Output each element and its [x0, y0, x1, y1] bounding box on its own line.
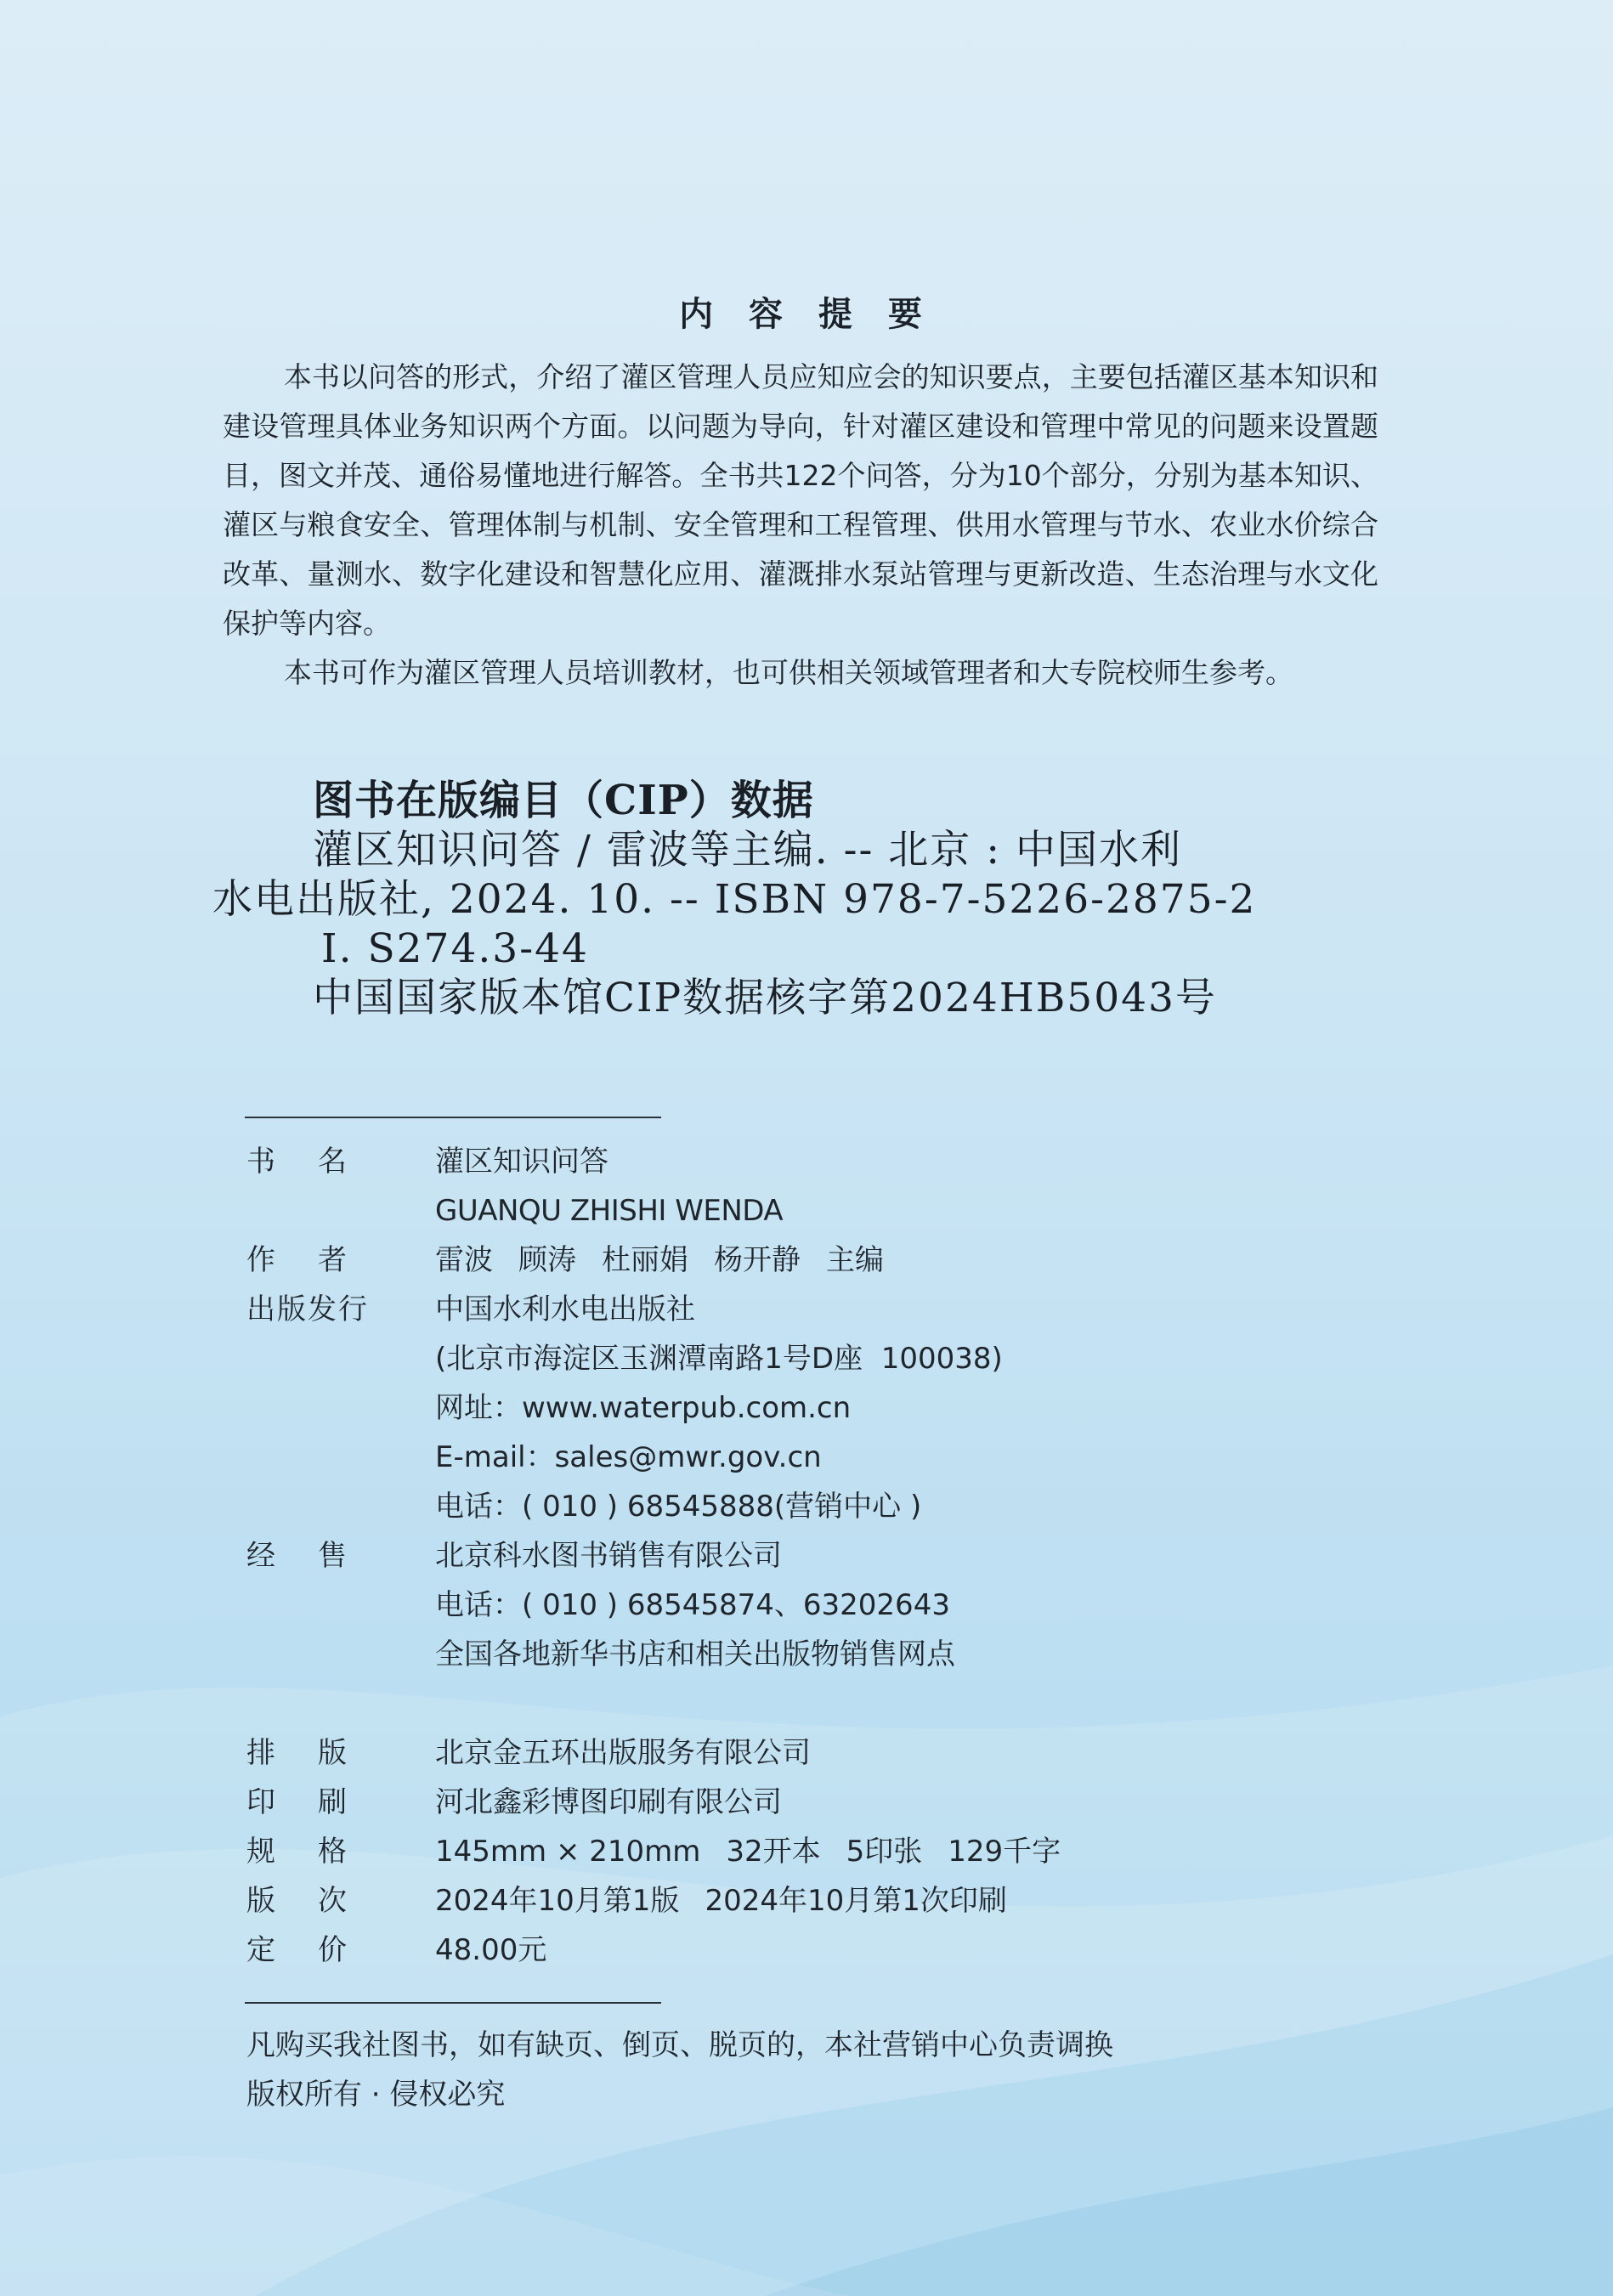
publisher-phone: 电话：( 010 ) 68545888(营销中心 ) — [435, 1490, 922, 1524]
spec-sheets: 5印张 — [846, 1835, 923, 1869]
imprint-row-price — [246, 1926, 1181, 1975]
print-run: 2024年10月第1次印刷 — [705, 1884, 1007, 1918]
imprint-label: 规 格 — [246, 1835, 347, 1869]
imprint-label: 排 版 — [246, 1736, 347, 1770]
author-name: 雷波 — [435, 1243, 493, 1277]
distributor-network: 全国各地新华书店和相关出版物销售网点 — [435, 1637, 955, 1671]
edition: 2024年10月第1版 — [435, 1884, 680, 1918]
cip-line: Ⅰ. S274.3-44 — [321, 925, 589, 972]
distributor-name: 北京科水图书销售有限公司 — [435, 1539, 782, 1573]
distributor-phone: 电话：( 010 ) 68545874、63202643 — [435, 1588, 950, 1622]
edition-info — [435, 1876, 1181, 1926]
printer: 河北鑫彩博图印刷有限公司 — [435, 1785, 782, 1819]
imprint-row-title-en — [246, 1186, 1181, 1236]
imprint-block — [246, 1137, 1181, 1975]
summary-title: 内 容 提 要 — [679, 295, 934, 334]
imprint-row-distributor — [246, 1531, 1181, 1581]
author-role: 主编 — [826, 1243, 884, 1277]
book-title-pinyin: GUANQU ZHISHI WENDA — [435, 1194, 784, 1228]
imprint-row-printing — [246, 1778, 1181, 1827]
cip-block — [212, 775, 1419, 1023]
notice-copyright: 版权所有 · 侵权必究 — [246, 2078, 506, 2112]
publisher-address: (北京市海淀区玉渊潭南路1号D座 100038) — [435, 1342, 1003, 1376]
publisher-email: E-mail：sales@mwr.gov.cn — [435, 1440, 822, 1474]
imprint-row-typesetting — [246, 1728, 1181, 1778]
imprint-label: 书 名 — [246, 1145, 347, 1179]
imprint-row-publisher — [246, 1285, 1181, 1334]
summary-paragraph: 本书以问答的形式，介绍了灌区管理人员应知应会的知识要点，主要包括灌区基本知识和建设管理具体业务知识两个方面。以问题为导向，针对灌区建设和管理中常见的问题来设置题目，图文并茂、通俗易懂地进行解答。全书共122个问答，分为10个部分，分别为基本知识、灌区与粮食安全、管理体制与机制、安全管理和工程管理、供用水管理与节水、农业水价综合改革、量测水、数字化建设和智慧化应用、灌溉排水泵站管理与更新改造、生态治理与水文化保护等内容。 — [223, 360, 1378, 640]
author-name: 顾涛 — [518, 1243, 576, 1277]
bottom-divider — [245, 2002, 661, 2004]
notice-block — [246, 2021, 1351, 2119]
publisher-website: 网址：www.waterpub.com.cn — [435, 1391, 852, 1425]
price: 48.00元 — [435, 1933, 547, 1967]
summary-paragraph: 本书可作为灌区管理人员培训教材，也可供相关领域管理者和大专院校师生参考。 — [284, 656, 1293, 689]
book-title: 灌区知识问答 — [435, 1145, 608, 1179]
summary-body — [223, 353, 1378, 698]
cip-line: 灌区知识问答 / 雷波等主编. -- 北京 : 中国水利 — [313, 827, 1183, 874]
publisher-name: 中国水利水电出版社 — [435, 1292, 695, 1326]
author-name: 杨开静 — [714, 1243, 801, 1277]
cip-line: 水电出版社, 2024. 10. -- ISBN 978-7-5226-2875-2 — [212, 876, 1257, 923]
spec-size: 145mm × 210mm — [435, 1835, 701, 1869]
imprint-label: 印 刷 — [246, 1785, 347, 1819]
imprint-row-title — [246, 1137, 1181, 1186]
imprint-label: 经 售 — [246, 1539, 347, 1573]
imprint-label: 出版发行 — [246, 1292, 369, 1326]
typesetter: 北京金五环出版服务有限公司 — [435, 1736, 811, 1770]
cip-heading: 图书在版编目（CIP）数据 — [313, 777, 814, 824]
imprint-label: 作 者 — [246, 1243, 347, 1277]
notice-replacement: 凡购买我社图书，如有缺页、倒页、脱页的，本社营销中心负责调换 — [246, 2028, 1113, 2062]
imprint-row-edition — [246, 1876, 1181, 1926]
authors — [435, 1236, 1181, 1285]
top-divider — [245, 1117, 661, 1118]
cip-line: 中国国家版本馆CIP数据核字第2024HB5043号 — [313, 975, 1217, 1021]
imprint-label: 定 价 — [246, 1933, 347, 1967]
imprint-row-spec — [246, 1827, 1181, 1876]
imprint-label: 版 次 — [246, 1884, 347, 1918]
specifications — [435, 1827, 1181, 1876]
spec-format: 32开本 — [726, 1835, 821, 1869]
author-name: 杜丽娟 — [602, 1243, 688, 1277]
spec-words: 129千字 — [948, 1835, 1061, 1869]
imprint-row-author — [246, 1236, 1181, 1285]
